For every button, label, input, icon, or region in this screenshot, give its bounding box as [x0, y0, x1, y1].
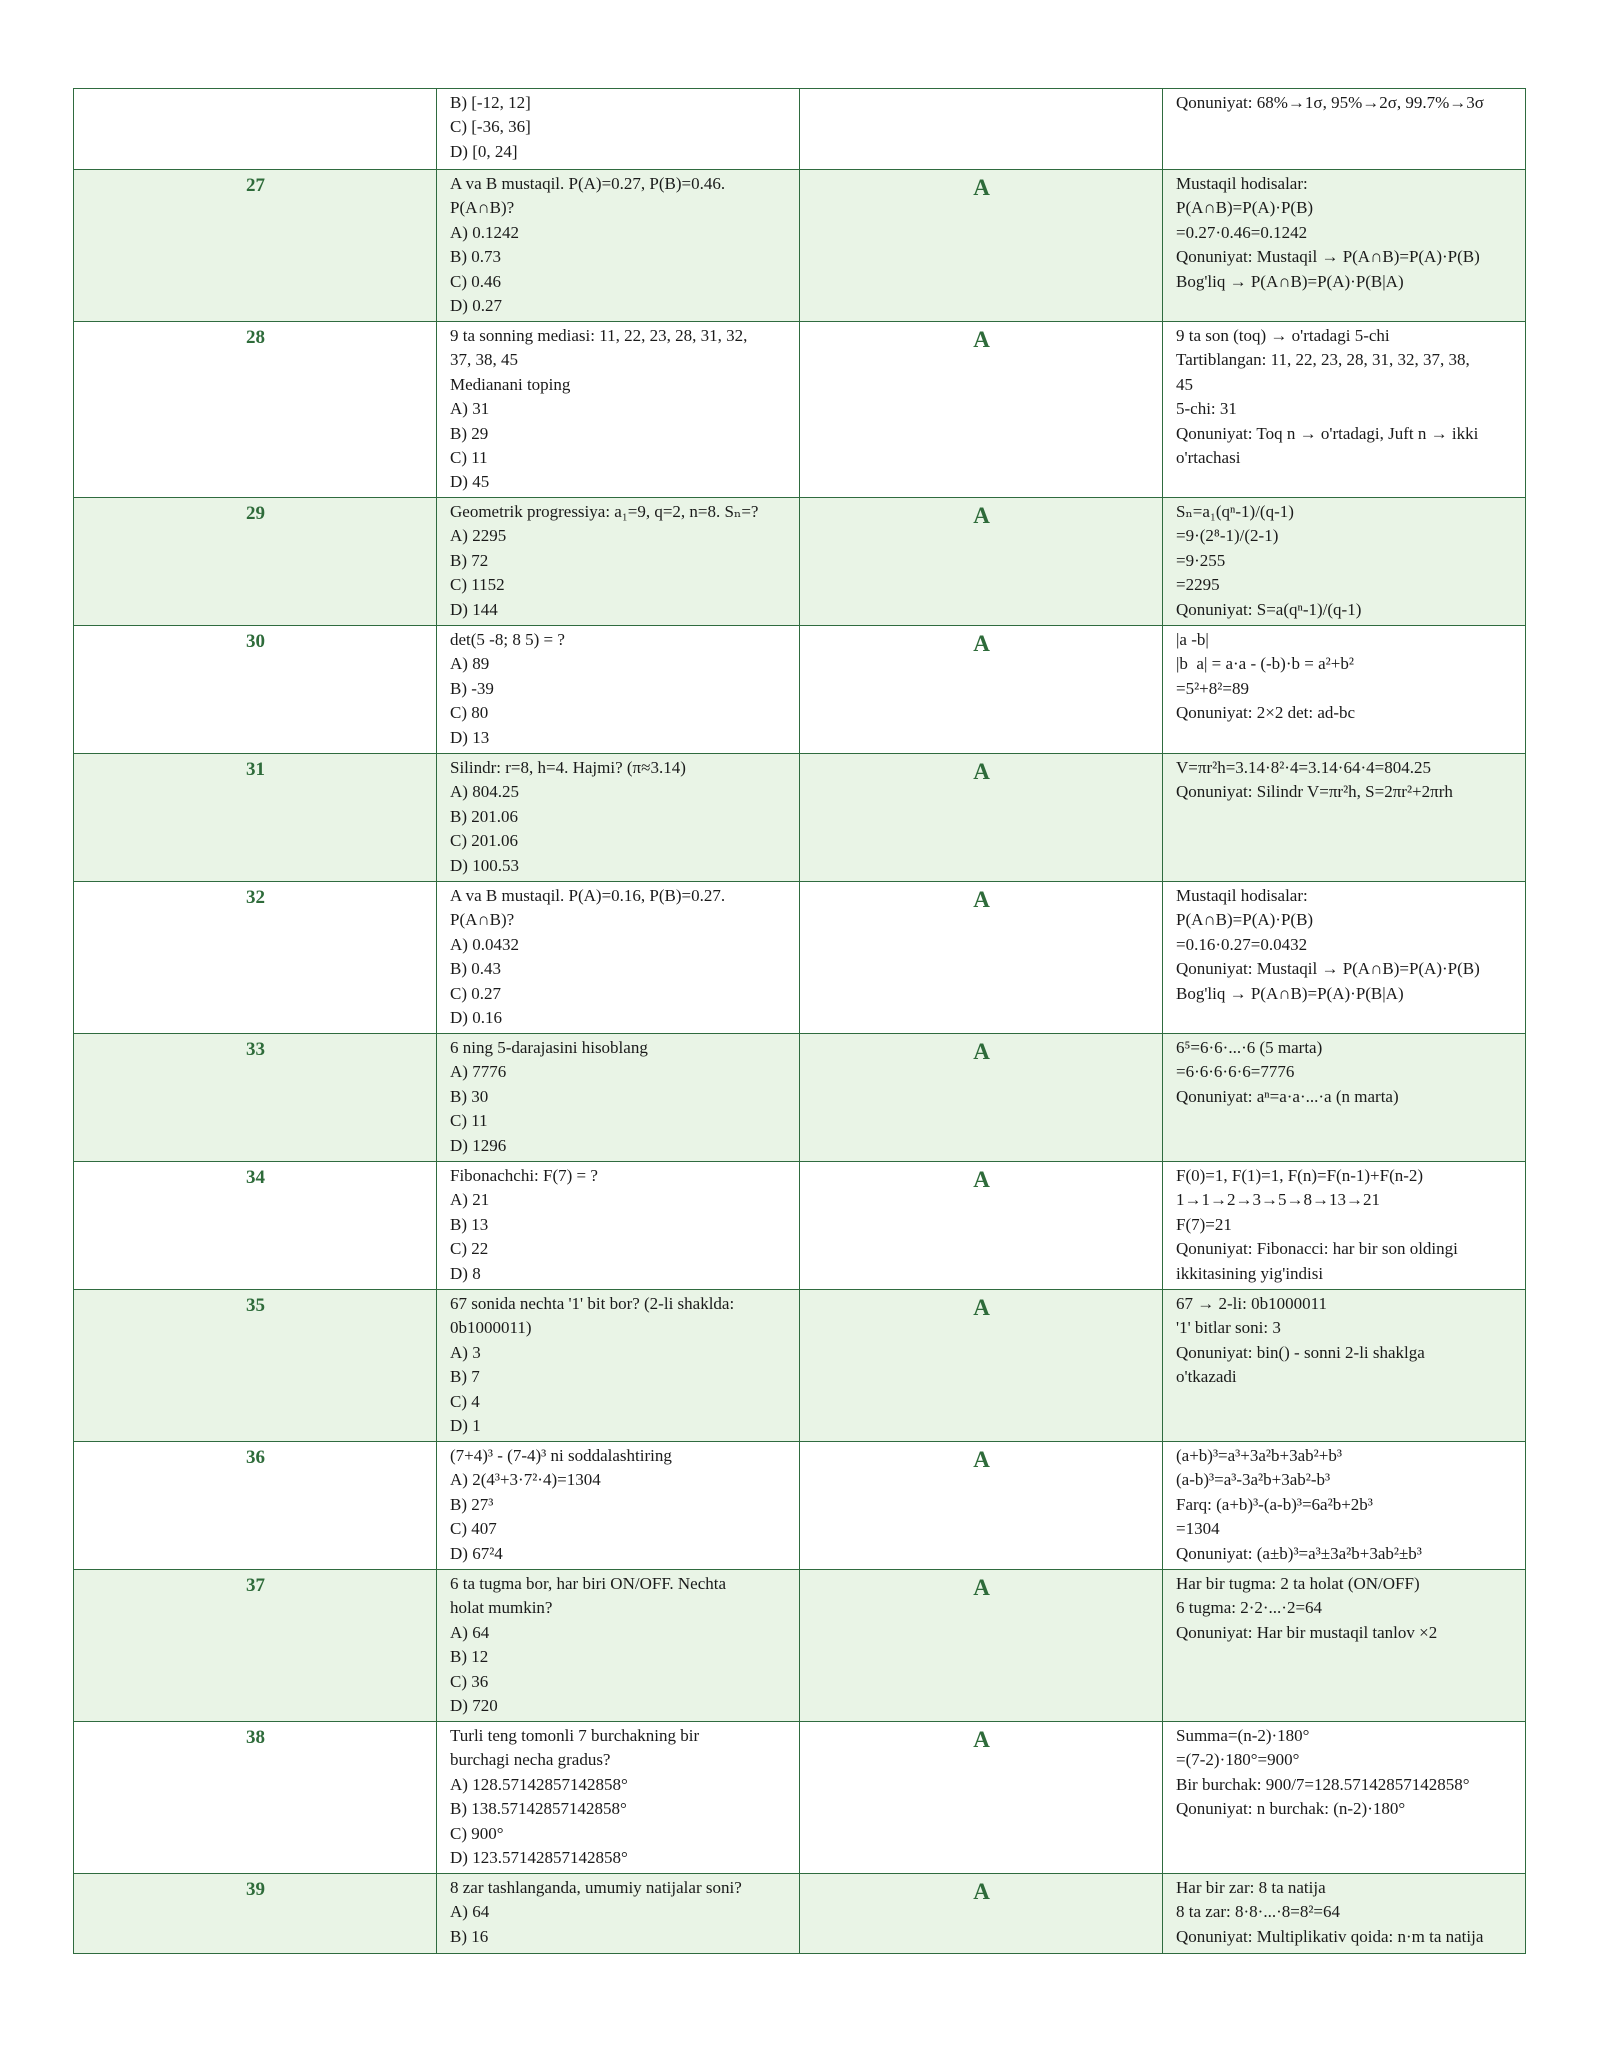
solution-line: 45: [1176, 374, 1193, 394]
answer-cell: A: [800, 322, 1163, 498]
question-line: B) 0.73: [450, 247, 501, 267]
question-cell: [437, 1290, 800, 1442]
answer-cell: A: [800, 1570, 1163, 1722]
question-line: C) 407: [450, 1519, 497, 1539]
question-cell: [437, 1874, 800, 1954]
solution-cell: [1163, 170, 1526, 322]
solution-line: Bir burchak: 900/7=128.57142857142858°: [1176, 1774, 1470, 1794]
question-line: 6 ta tugma bor, har biri ON/OFF. Nechta: [450, 1574, 727, 1593]
answer-cell: A: [800, 1442, 1163, 1570]
solution-line: P(A∩B)=P(A)·P(B): [1176, 910, 1314, 930]
solution-line: '1' bitlar soni: 3: [1176, 1318, 1281, 1338]
question-line: B) 16: [450, 1926, 489, 1946]
question-line: D) 45: [450, 472, 490, 492]
question-number: 34: [74, 1162, 437, 1290]
answer-cell: A: [800, 1722, 1163, 1874]
question-line: B) 12: [450, 1647, 489, 1667]
table-row: [74, 1034, 1526, 1162]
answer-cell: A: [800, 1162, 1163, 1290]
table-row: [74, 1162, 1526, 1290]
solution-line: Qonuniyat: 68%→1σ, 95%→2σ, 99.7%→3σ: [1176, 93, 1484, 112]
solution-line: =0.27·0.46=0.1242: [1176, 222, 1308, 242]
solution-line: Bog'liq → P(A∩B)=P(A)·P(B|A): [1176, 983, 1404, 1003]
question-line: D) 100.53: [450, 855, 519, 875]
solution-line: =(7-2)·180°=900°: [1176, 1750, 1300, 1770]
solution-cell: [1163, 498, 1526, 626]
solution-line: Qonuniyat: Mustaqil → P(A∩B)=P(A)·P(B): [1176, 959, 1480, 979]
table-row: [74, 498, 1526, 626]
question-line: A) 3: [450, 1342, 481, 1362]
question-line: 0b1000011): [450, 1318, 532, 1338]
question-number: 28: [74, 322, 437, 498]
solution-line: Har bir zar: 8 ta natija: [1176, 1878, 1326, 1897]
question-cell: [437, 882, 800, 1034]
question-line: det(5 -8; 8 5) = ?: [450, 630, 565, 649]
question-number: 30: [74, 626, 437, 754]
solution-line: Qonuniyat: (a±b)³=a³±3a²b+3ab²±b³: [1176, 1543, 1422, 1563]
question-line: A) 0.1242: [450, 222, 519, 242]
question-line: B) 29: [450, 423, 489, 443]
solution-line: V=πr²h=3.14·8²·4=3.14·64·4=804.25: [1176, 758, 1431, 777]
solution-line: 6⁵=6·6·...·6 (5 marta): [1176, 1038, 1323, 1057]
solution-line: 67 → 2-li: 0b1000011: [1176, 1294, 1327, 1313]
answer-cell: [800, 89, 1163, 170]
solution-cell: [1163, 1442, 1526, 1570]
question-line: D) 123.57142857142858°: [450, 1848, 628, 1868]
question-number: 35: [74, 1290, 437, 1442]
solution-line: Mustaqil hodisalar:: [1176, 886, 1308, 905]
question-line: B) -39: [450, 678, 494, 698]
questions-table-body: [74, 89, 1526, 1954]
question-line: B) 30: [450, 1086, 489, 1106]
solution-line: 8 ta zar: 8·8·...·8=8²=64: [1176, 1902, 1340, 1922]
solution-line: Qonuniyat: aⁿ=a·a·...·a (n marta): [1176, 1086, 1399, 1106]
solution-line: Bog'liq → P(A∩B)=P(A)·P(B|A): [1176, 271, 1404, 291]
question-number: 37: [74, 1570, 437, 1722]
solution-line: |b a| = a·a - (-b)·b = a²+b²: [1176, 654, 1354, 674]
solution-line: =1304: [1176, 1519, 1220, 1539]
table-row: [74, 882, 1526, 1034]
solution-cell: [1163, 1874, 1526, 1954]
table-row: [74, 1570, 1526, 1722]
question-cell: [437, 1570, 800, 1722]
questions-table: [73, 88, 1526, 1954]
answer-cell: A: [800, 626, 1163, 754]
solution-line: (a+b)³=a³+3a²b+3ab²+b³: [1176, 1446, 1342, 1465]
table-row: [74, 1874, 1526, 1954]
solution-line: Farq: (a+b)³-(a-b)³=6a²b+2b³: [1176, 1494, 1373, 1514]
question-line: A) 2295: [450, 526, 507, 546]
question-line: C) 11: [450, 1111, 488, 1131]
solution-line: (a-b)³=a³-3a²b+3ab²-b³: [1176, 1470, 1331, 1490]
question-number: 29: [74, 498, 437, 626]
solution-cell: [1163, 1034, 1526, 1162]
question-line: B) 0.43: [450, 959, 501, 979]
question-number: 31: [74, 754, 437, 882]
solution-line: Qonuniyat: 2×2 det: ad-bc: [1176, 703, 1356, 723]
table-row: [74, 1442, 1526, 1570]
solution-line: 1→1→2→3→5→8→13→21: [1176, 1190, 1380, 1210]
question-line: A) 21: [450, 1190, 490, 1210]
question-line: C) 0.27: [450, 983, 501, 1003]
table-row: [74, 626, 1526, 754]
solution-line: =6·6·6·6·6=7776: [1176, 1062, 1295, 1082]
solution-line: 6 tugma: 2·2·...·2=64: [1176, 1598, 1323, 1618]
question-line: Geometrik progressiya: a₁=9, q=2, n=8. Sₙ=?: [450, 502, 759, 521]
question-cell: [437, 626, 800, 754]
table-row: [74, 170, 1526, 322]
solution-line: Tartiblangan: 11, 22, 23, 28, 31, 32, 37, 38,: [1176, 350, 1470, 370]
question-line: A va B mustaqil. P(A)=0.16, P(B)=0.27.: [450, 886, 726, 905]
solution-line: Qonuniyat: n burchak: (n-2)·180°: [1176, 1799, 1406, 1819]
answer-cell: A: [800, 882, 1163, 1034]
answer-cell: A: [800, 1290, 1163, 1442]
question-line: A) 31: [450, 399, 490, 419]
question-line: D) 67²4: [450, 1543, 503, 1563]
table-row: [74, 1722, 1526, 1874]
solution-line: o'tkazadi: [1176, 1367, 1237, 1387]
question-number: 39: [74, 1874, 437, 1954]
solution-line: =2295: [1176, 575, 1220, 595]
solution-line: |a -b|: [1176, 630, 1209, 649]
question-line: 67 sonida nechta '1' bit bor? (2-li shaklda:: [450, 1294, 735, 1313]
answer-cell: A: [800, 170, 1163, 322]
solution-line: Har bir tugma: 2 ta holat (ON/OFF): [1176, 1574, 1420, 1593]
question-line: C) 1152: [450, 575, 505, 595]
question-line: A) 804.25: [450, 782, 519, 802]
answer-cell: A: [800, 1874, 1163, 1954]
solution-line: Summa=(n-2)·180°: [1176, 1726, 1310, 1745]
question-line: B) 201.06: [450, 806, 518, 826]
solution-cell: [1163, 626, 1526, 754]
solution-line: P(A∩B)=P(A)·P(B): [1176, 198, 1314, 218]
question-line: C) 900°: [450, 1823, 504, 1843]
question-number: [74, 89, 437, 170]
solution-line: Qonuniyat: Fibonacci: har bir son oldingi: [1176, 1239, 1458, 1259]
question-cell: [437, 322, 800, 498]
solution-line: =9·(2⁸-1)/(2-1): [1176, 526, 1279, 546]
question-line: B) [-12, 12]: [450, 93, 531, 112]
question-line: P(A∩B)?: [450, 910, 515, 930]
question-line: A) 128.57142857142858°: [450, 1774, 628, 1794]
question-line: 6 ning 5-darajasini hisoblang: [450, 1038, 648, 1057]
solution-cell: [1163, 754, 1526, 882]
question-line: B) 13: [450, 1214, 489, 1234]
solution-cell: [1163, 1290, 1526, 1442]
question-number: 32: [74, 882, 437, 1034]
question-line: D) 8: [450, 1263, 481, 1283]
question-number: 33: [74, 1034, 437, 1162]
question-line: C) 80: [450, 703, 489, 723]
solution-line: F(0)=1, F(1)=1, F(n)=F(n-1)+F(n-2): [1176, 1166, 1424, 1185]
answer-cell: A: [800, 498, 1163, 626]
question-cell: [437, 89, 800, 170]
question-line: A) 0.0432: [450, 934, 519, 954]
answer-cell: A: [800, 754, 1163, 882]
question-line: A va B mustaqil. P(A)=0.27, P(B)=0.46.: [450, 174, 726, 193]
question-line: C) 22: [450, 1239, 489, 1259]
question-line: B) 138.57142857142858°: [450, 1799, 627, 1819]
answer-cell: A: [800, 1034, 1163, 1162]
solution-line: ikkitasining yig'indisi: [1176, 1263, 1324, 1283]
question-line: D) 144: [450, 599, 498, 619]
solution-cell: [1163, 882, 1526, 1034]
question-line: D) 13: [450, 727, 490, 747]
question-line: Medianani toping: [450, 374, 571, 394]
table-row: [74, 754, 1526, 882]
solution-cell: [1163, 89, 1526, 170]
question-cell: [437, 170, 800, 322]
solution-line: 5-chi: 31: [1176, 399, 1237, 419]
question-cell: [437, 1722, 800, 1874]
solution-cell: [1163, 322, 1526, 498]
solution-line: Qonuniyat: S=a(qⁿ-1)/(q-1): [1176, 599, 1362, 619]
question-line: A) 7776: [450, 1062, 507, 1082]
question-line: holat mumkin?: [450, 1598, 553, 1618]
question-line: B) 27³: [450, 1494, 494, 1514]
question-line: 37, 38, 45: [450, 350, 518, 370]
solution-line: Qonuniyat: Toq n → o'rtadagi, Juft n → ikki: [1176, 423, 1479, 443]
question-number: 27: [74, 170, 437, 322]
solution-line: =0.16·0.27=0.0432: [1176, 934, 1308, 954]
question-line: P(A∩B)?: [450, 198, 515, 218]
question-line: D) [0, 24]: [450, 141, 518, 161]
solution-line: Qonuniyat: Har bir mustaqil tanlov ×2: [1176, 1622, 1438, 1642]
question-number: 36: [74, 1442, 437, 1570]
question-line: 9 ta sonning mediasi: 11, 22, 23, 28, 31, 32,: [450, 326, 748, 345]
question-cell: [437, 754, 800, 882]
solution-line: =9·255: [1176, 550, 1226, 570]
question-line: Silindr: r=8, h=4. Hajmi? (π≈3.14): [450, 758, 686, 777]
question-line: (7+4)³ - (7-4)³ ni soddalashtiring: [450, 1446, 672, 1465]
question-cell: [437, 1162, 800, 1290]
question-number: 38: [74, 1722, 437, 1874]
table-row: [74, 322, 1526, 498]
solution-cell: [1163, 1570, 1526, 1722]
solution-line: F(7)=21: [1176, 1214, 1232, 1234]
question-line: A) 64: [450, 1622, 490, 1642]
question-line: D) 1: [450, 1416, 481, 1436]
solution-line: Sₙ=a₁(qⁿ-1)/(q-1): [1176, 502, 1294, 521]
question-line: C) 0.46: [450, 271, 501, 291]
question-line: C) 11: [450, 448, 488, 468]
question-line: B) 7: [450, 1367, 480, 1387]
question-line: A) 89: [450, 654, 490, 674]
question-line: D) 0.16: [450, 1008, 502, 1028]
question-cell: [437, 1034, 800, 1162]
solution-line: Qonuniyat: Multiplikativ qoida: n·m ta natija: [1176, 1926, 1484, 1946]
solution-line: Qonuniyat: Silindr V=πr²h, S=2πr²+2πrh: [1176, 782, 1453, 802]
question-line: D) 1296: [450, 1135, 507, 1155]
question-line: Turli teng tomonli 7 burchakning bir: [450, 1726, 700, 1745]
solution-cell: [1163, 1722, 1526, 1874]
question-line: A) 64: [450, 1902, 490, 1922]
question-line: 8 zar tashlanganda, umumiy natijalar soni?: [450, 1878, 742, 1897]
question-line: burchagi necha gradus?: [450, 1750, 611, 1770]
solution-line: o'rtachasi: [1176, 448, 1241, 468]
question-line: C) [-36, 36]: [450, 117, 531, 137]
solution-line: 9 ta son (toq) → o'rtadagi 5-chi: [1176, 326, 1390, 345]
solution-line: =5²+8²=89: [1176, 678, 1249, 698]
question-line: C) 36: [450, 1671, 489, 1691]
solution-line: Qonuniyat: bin() - sonni 2-li shaklga: [1176, 1342, 1425, 1362]
solution-line: Mustaqil hodisalar:: [1176, 174, 1308, 193]
question-line: B) 72: [450, 550, 489, 570]
question-cell: [437, 1442, 800, 1570]
question-line: Fibonachchi: F(7) = ?: [450, 1166, 598, 1185]
table-row: [74, 1290, 1526, 1442]
question-line: D) 0.27: [450, 296, 502, 316]
question-line: C) 4: [450, 1391, 480, 1411]
solution-cell: [1163, 1162, 1526, 1290]
question-line: D) 720: [450, 1696, 498, 1716]
solution-line: Qonuniyat: Mustaqil → P(A∩B)=P(A)·P(B): [1176, 247, 1480, 267]
question-line: C) 201.06: [450, 831, 518, 851]
question-cell: [437, 498, 800, 626]
table-row: [74, 89, 1526, 170]
question-line: A) 2(4³+3·7²·4)=1304: [450, 1470, 601, 1490]
